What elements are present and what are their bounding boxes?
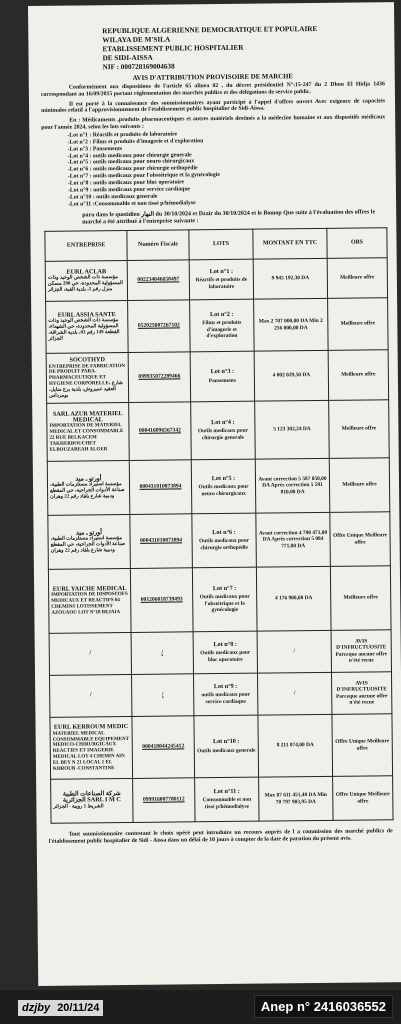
company-name: SOCOTHYD xyxy=(69,356,105,364)
cell-obs: Offre Unique Meilleure offre xyxy=(333,776,393,821)
cell-lot xyxy=(191,459,256,514)
lots-list-item: -Lot n°8 : outils medicaux pour bloc operatoire xyxy=(67,179,185,187)
lots-list-item: -Lot n°3 : Pansements xyxy=(67,145,123,153)
cell-nif: 052025007267102 xyxy=(128,300,191,353)
cell-entreprise xyxy=(47,403,130,462)
cell-entreprise xyxy=(46,301,129,354)
cell-obs: Meilleure offre xyxy=(329,458,390,513)
cell-lot xyxy=(194,673,258,716)
paragraph-scope: En : Médicaments ,produits pharmaceutiques et autres matériels destinés a la médecine humaine et aux dispositifs médicaux pour l'année 2024, selon les lots suivants : xyxy=(41,114,386,131)
cell-nif: 001206018739493 xyxy=(130,568,193,633)
lot-description: Outils medicaux pour chirurgie generale xyxy=(197,428,249,442)
lot-label: Lot n°8 : xyxy=(213,640,237,649)
company-name: SARL AZUR MATERIEL MEDICAL xyxy=(52,409,123,424)
company-name: EURL KERROUM MEDIC xyxy=(53,722,129,731)
cell-entreprise xyxy=(47,461,130,516)
lots-list-item: -Lot n°10 : outils medicaux generale xyxy=(67,193,158,201)
cell-amount: 8 211 074,00 DA xyxy=(258,715,333,778)
lot-description: Pansements xyxy=(208,377,237,384)
cell-lot xyxy=(194,715,259,778)
cell-obs: Offre Unique Meilleure offre xyxy=(332,714,393,777)
cell-obs: AVIS D'INFRUCTUOSITE Parceque aucune offre n'été recue xyxy=(331,672,391,715)
cell-amount: 9 945 192,30 DA xyxy=(253,259,327,300)
table-row xyxy=(47,458,390,516)
company-address: مؤسسة ذات الشخص الوحيد وذات المسؤولية المحدودة، حي 200 مسكن منزل رقم 5، بلدية القبة، الجزائر xyxy=(47,275,123,293)
cell-entreprise xyxy=(45,261,127,302)
header-line-3: ETABLISSEMENT PUBLIC HOSPITALIER xyxy=(102,43,244,54)
company-name: EURL YAICHE MEDICAL xyxy=(52,584,127,593)
cell-nif: 000431010873894 xyxy=(129,460,192,515)
cell-obs: Meilleure offre xyxy=(328,298,389,351)
cell-entreprise xyxy=(51,779,133,824)
header-line-1: REPUBLIQUE ALGERIENNE DEMOCRATIQUE ET POPULAIRE xyxy=(102,24,318,36)
cell-nif: 099935072289466 xyxy=(128,352,191,403)
table-row xyxy=(47,400,390,462)
table-row xyxy=(50,672,392,718)
cell-nif: / xyxy=(132,674,194,717)
col-header-entreprise: ENTREPRISE xyxy=(45,231,127,262)
col-header-montant: MONTANT EN TTC xyxy=(253,229,327,260)
cell-lot xyxy=(195,777,259,822)
cell-nif: 002234046658497 xyxy=(127,260,189,301)
lots-list-item: -Lot n°7 : outils medicaux pour l'obstétrique et la gynécologie xyxy=(67,172,220,180)
cell-obs: Meilleure offre xyxy=(329,400,390,459)
paragraph-tender: Il est porté à la connaissance des soumissionnaires ayant participé à l'appel d'offres ouvert Avec exigence de capacités minimales relatif a l'approvisionnement de l'établissement public hospitalier de Sidi-Aissa. xyxy=(41,97,386,115)
lot-description: outils medicaux pour service cardiaque xyxy=(201,692,251,706)
lot-label: Lot n°11 : xyxy=(213,787,240,796)
company-address: IMPORTATION DE MATERIEL MEDICAL ET CONSOMMABLE 22 RUE BELKACEM TAKHERBOUCHET ELBOUZAREAH ALGER xyxy=(49,423,124,453)
company-name: أورتو ـ ميد xyxy=(75,474,102,483)
cell-obs: AVIS D'INFRUCTUOSITE Parceque aucune offre n'été recue xyxy=(331,630,391,673)
cell-amount: / xyxy=(258,673,332,716)
cell-entreprise xyxy=(50,675,132,718)
lot-label: Lot n°2 : xyxy=(209,310,234,318)
lot-label: Lot n°6 : xyxy=(212,528,236,537)
cell-nif: 000416096567342 xyxy=(129,402,192,461)
notice-title: AVIS D'ATTRIBUTION PROVISOIRE DE MARCHE xyxy=(132,73,293,82)
cell-nif: 099916007780112 xyxy=(133,778,195,823)
company-address: IMPORTATION DE DISPOSITIFS MEDICAUX ET REACTIFS 04 CHEMINS LOTISSEMENT AZOUAOU LOT N°18 BEJAIA xyxy=(51,592,128,616)
lot-description: Outils medicaux pour neuro chirurgicaux xyxy=(198,484,249,498)
table-row xyxy=(46,298,389,354)
company-address: مؤسسة استيراد مستلزمات الطبية، صناعة الأدوات الجراحية، حي المقطع ودمية شارع بلقاد رقم 22 وهران xyxy=(49,482,125,500)
lot-description: Réactifs et produits de laboratoire xyxy=(195,277,248,290)
brand-logo: dzjby xyxy=(22,1002,51,1014)
appeal-notice: Tout soumissionnaire contestant le choix opéré peut introduire un recours auprès de l a commission des marché publics de l'établissement public hospitalier de Sidi - Aissa dans un délai de 10 jours à compter de la date de parution du présent avis. xyxy=(48,828,393,845)
header-nif: NIF : 000728169004638 xyxy=(102,62,175,72)
anep-number: Anep n° 2416036552 xyxy=(254,995,393,1018)
company-address: MATERIEL MEDICAL CONSOMMABLE EQUIPEMENT MEDICO-CHIRURGICAUX REACTIFS ET IMAGERIE MEDICAL LOT 4 CHEMIN AIN EL BEY N 21 LOCAL 1 EL KHROUB -CONSTANTINE xyxy=(52,731,129,772)
newspaper-page xyxy=(28,2,401,986)
cell-nif: 000418044245412 xyxy=(132,716,195,779)
cell-nif: / xyxy=(131,632,193,675)
cell-lot xyxy=(190,299,255,352)
col-header-obs: OBS xyxy=(327,228,387,259)
col-header-lots: LOTS xyxy=(189,229,253,260)
cell-entreprise xyxy=(46,353,129,404)
cell-entreprise xyxy=(48,515,131,570)
cell-amount: Avant correction 4 790 471,00 DA Après correction 5 084 771,00 DA xyxy=(256,513,331,568)
company-address: مؤسسة استيراد مستلزمات الطبية، صناعة الأدوات الجراحية، حي المقطع ودمية شارع بلقاد رقم 22 وهران xyxy=(50,536,126,554)
table-row xyxy=(51,776,393,824)
company-name: EURL ACLAB xyxy=(66,267,107,276)
lots-list-item: -Lot n°1 : Réactifs et produits de laboratoire xyxy=(67,131,178,139)
lot-label: Lot n°1 : xyxy=(209,267,234,276)
lot-description: Outils medicaux generale xyxy=(197,747,256,754)
cell-obs: Offre Unique Meilleure offre xyxy=(330,512,391,567)
table-row xyxy=(46,350,389,404)
cell-lot xyxy=(192,567,257,632)
paragraph-decree: Conformément aux dispositions de l'article 65 alinea 02 , du décret présidentiel N°:15-247 du 2 Dhou El Hidja 1436 correspondant au 16/09/2015 portant réglementation des marchés publics et des délégations de service public. xyxy=(40,81,385,98)
col-header-nif: Numéro Fiscale xyxy=(127,230,189,261)
cell-nif: 000431010873894 xyxy=(130,514,193,569)
company-name: شركة الصناعات الطبية الجزائرية SARL I M C xyxy=(62,790,121,804)
header-line-2: WILAYA DE M'SILA xyxy=(102,35,171,45)
company-name: / xyxy=(89,649,92,657)
cell-amount: 4 176 900,00 DA xyxy=(256,567,331,632)
cell-amount: Max 2 707 000,00 DA Min 2 256 000,00 DA xyxy=(254,299,329,352)
cell-obs: Meilleure offre xyxy=(328,350,389,401)
lot-description: Outils medicaux pour chirurgie orthopédie xyxy=(199,538,250,552)
lot-description: Outils medicaux pour bloc operatoire xyxy=(200,650,251,664)
bottom-bar xyxy=(0,990,401,1024)
cell-amount: Avant correction 5 587 050,00 DA Après correction 5 591 810,00 DA xyxy=(255,459,330,514)
lot-label: Lot n°4 : xyxy=(211,418,235,427)
publication-note: paru dans le quotidien النهار du 30/10/2024 et Dzair du 30/10/2024 et le Bomop Que suite à l'évaluation des offres le marché a été attribué à l'entreprise suivante : xyxy=(82,209,376,226)
date-badge xyxy=(18,1000,103,1016)
table-row xyxy=(48,512,391,570)
lot-description: Films et produits d'imagerie et d'exploration xyxy=(202,320,242,340)
cell-obs: Meilleure offre xyxy=(330,566,391,631)
cell-entreprise xyxy=(50,717,133,780)
cell-entreprise xyxy=(49,633,131,676)
table-row xyxy=(50,714,393,780)
lot-description: Consommable et non tissé p/hémodialyse xyxy=(202,797,252,811)
lot-label: Lot n°10 : xyxy=(212,738,240,746)
company-address: الشريط 1 رويبة - الجزائر xyxy=(53,804,104,810)
lot-label: Lot n°9 : xyxy=(213,682,238,691)
lots-list-item: -Lot n°9 : outils medicaux pour service cardiaque xyxy=(67,186,191,194)
lots-list-item: -Lot n°4 : outils medicaux pour chirurgie generale xyxy=(67,151,192,160)
cell-entreprise xyxy=(48,569,131,634)
cell-amount: 5 123 302,24 DA xyxy=(255,401,330,460)
publication-date: 20/11/24 xyxy=(57,1002,100,1014)
cell-amount: / xyxy=(257,631,331,674)
lot-description: Outils medicaux pour l'obstétrique et la gynécologie xyxy=(199,593,250,614)
cell-lot xyxy=(192,513,257,568)
company-address: مؤسسة ذات الشخص الوحيد وذات المسؤولية المحدودة، حي الشهداء، القطعة 149 رقم 03، بلدية الشراقة، الجزائر xyxy=(48,318,120,342)
company-address: ENTREPRISE DE FABRICATION DE PRODUIT PARA-PHARMACEUTIQUE ET HYGIENE CORPORELLE، شارع العقيد عميروش، بلدية برج منايل، بومرداس xyxy=(48,363,126,399)
cell-obs: Meilleure offre xyxy=(327,258,387,299)
company-name: أورتو ـ ميد xyxy=(75,528,103,537)
table-row xyxy=(49,630,391,676)
header-line-4: DE SIDI-AISSA xyxy=(102,53,153,63)
attribution-table xyxy=(44,227,393,824)
cell-amount: 4 002 029,50 DA xyxy=(254,351,329,402)
cell-lot xyxy=(190,351,255,402)
table-row xyxy=(48,566,391,634)
lot-label: Lot n°3 : xyxy=(210,368,235,376)
lots-list-item: -Lot n°11 :Consommable et non tissé p/hémodialyse xyxy=(68,200,196,208)
lot-label: Lot n°7 : xyxy=(212,584,237,592)
lots-list-item: -Lot n°2 : Films et produits d'imagerie et d'exploration xyxy=(67,137,204,146)
cell-lot xyxy=(193,631,257,674)
table-row xyxy=(45,258,387,302)
cell-lot xyxy=(189,259,253,300)
cell-lot xyxy=(191,401,256,460)
cell-amount: Max 87 611 451,48 DA Min 70 797 903,95 DA xyxy=(259,777,333,822)
lot-label: Lot n°5 : xyxy=(211,474,236,483)
company-name: EURL ASSIA SANTE xyxy=(57,310,116,319)
document-header xyxy=(102,24,384,72)
lots-list-item: -Lot n°6 : outils medicaux pour chirurgie orthopédie xyxy=(67,165,198,173)
table-header-row xyxy=(45,228,387,262)
lots-list-item: -Lot n°5 : outils medicaux pour neuro chirurgicaux xyxy=(67,158,195,166)
lots-list xyxy=(67,129,386,208)
company-name: / xyxy=(89,691,92,699)
